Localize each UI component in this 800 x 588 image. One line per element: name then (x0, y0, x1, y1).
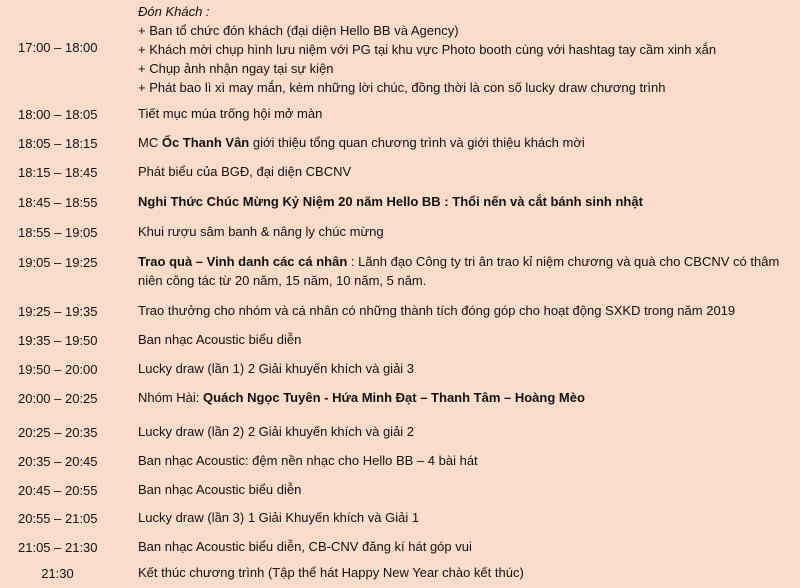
description-cell: Phát biểu của BGĐ, đại diện CBCNV (138, 164, 352, 179)
description-cell: Trao thưởng cho nhóm và cá nhân có những thành tích đóng góp cho hoạt động SXKD trong năm 2019 (138, 303, 736, 318)
text-segment: giới thiệu tổng quan chương trình và giới thiệu khách mời (249, 135, 585, 150)
description-cell: Ban nhạc Acoustic: đệm nền nhạc cho Hello BB – 4 bài hát (138, 453, 478, 468)
time-cell: 19:25 – 19:35 (18, 304, 98, 319)
time-cell: 18:05 – 18:15 (18, 136, 98, 151)
bold-text: Trao quà – Vinh danh các cá nhân (138, 254, 348, 269)
description-cell: Ban nhạc Acoustic biểu diễn (138, 332, 302, 347)
time-cell: 18:55 – 19:05 (18, 225, 98, 240)
description-cell (138, 133, 794, 152)
text-segment: MC (138, 135, 162, 150)
list-item: + Chụp ảnh nhận ngay tại sự kiện (138, 61, 334, 76)
description-cell: Tiết mục múa trống hội mở màn (138, 106, 323, 121)
time-cell: 21:30 (41, 566, 74, 581)
time-cell: 21:05 – 21:30 (18, 540, 98, 555)
text-segment: Nhóm Hài: (138, 390, 204, 405)
time-cell: 18:15 – 18:45 (18, 165, 98, 180)
performer-names: Quách Ngọc Tuyên - Hứa Minh Đạt – Thanh Tâm – Hoàng Mèo (203, 390, 585, 405)
description-cell: Lucky draw (lần 1) 2 Giải khuyến khích và giải 3 (138, 361, 415, 376)
list-item: + Phát bao lì xì may mắn, kèm những lời chúc, đồng thời là con số lucky draw chương trình (138, 80, 666, 95)
description-cell: Ban nhạc Acoustic biểu diễn (138, 482, 302, 497)
time-cell: 20:55 – 21:05 (18, 511, 98, 526)
time-cell: 20:00 – 20:25 (18, 391, 98, 406)
time-cell: 18:00 – 18:05 (18, 107, 98, 122)
time-cell: 19:50 – 20:00 (18, 362, 98, 377)
time-cell: 19:35 – 19:50 (18, 333, 98, 348)
time-cell: 20:35 – 20:45 (18, 454, 98, 469)
mc-name: Ốc Thanh Vân (161, 135, 250, 150)
time-cell: 19:05 – 19:25 (18, 255, 98, 270)
text-segment: : Lãnh đạo Công ty tri ân trao kỉ niệm chương và quà cho CBCNV có thâm niên công tác từ 20 năm, 15 năm, 10 năm, 5 năm. (138, 254, 780, 288)
description-cell (138, 252, 794, 290)
bold-text: Nghi Thức Chúc Mừng Kỷ Niệm 20 năm Hello BB : Thổi nến và cắt bánh sinh nhật (138, 194, 643, 209)
description-cell (138, 2, 794, 97)
description-cell (138, 388, 794, 407)
list-item: + Khách mời chụp hình lưu niệm với PG tại khu vực Photo booth cùng với hashtag tay cầm xinh xắn (138, 42, 717, 57)
list-item: + Ban tổ chức đón khách (đại diện Hello BB và Agency) (138, 23, 459, 38)
description-cell: Khui rượu sâm banh & nâng ly chúc mừng (138, 224, 384, 239)
description-cell (138, 192, 794, 211)
description-cell: Lucky draw (lần 3) 1 Giải Khuyến khích và Giải 1 (138, 510, 420, 525)
time-cell: 18:45 – 18:55 (18, 195, 98, 210)
time-cell: 20:25 – 20:35 (18, 425, 98, 440)
description-cell: Kết thúc chương trình (Tập thể hát Happy New Year chào kết thúc) (138, 565, 524, 580)
time-cell: 20:45 – 20:55 (18, 483, 98, 498)
heading-text: Đón Khách : (138, 4, 210, 19)
description-cell: Ban nhạc Acoustic biểu diễn, CB-CNV đăng kí hát góp vui (138, 539, 472, 554)
time-cell: 17:00 – 18:00 (18, 40, 98, 55)
description-cell: Lucky draw (lần 2) 2 Giải khuyến khích và giải 2 (138, 424, 415, 439)
